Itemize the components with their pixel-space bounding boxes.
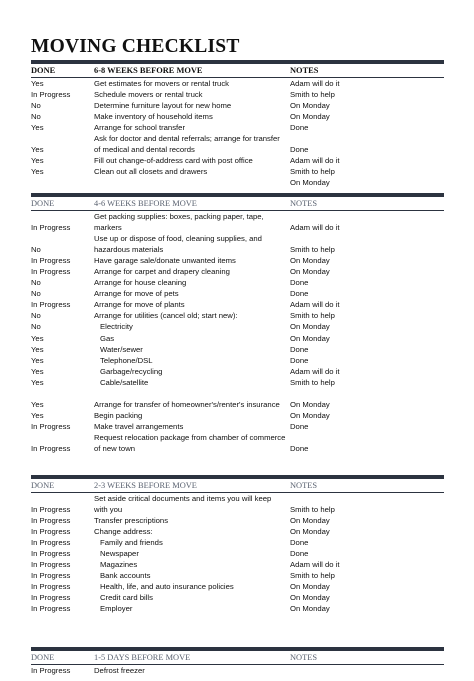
task-notes: On Monday bbox=[290, 100, 330, 110]
section-heading: 4-6 WEEKS BEFORE MOVE bbox=[94, 199, 197, 208]
table-row bbox=[31, 411, 444, 422]
task-notes: On Monday bbox=[290, 255, 330, 265]
task-notes: On Monday bbox=[290, 604, 330, 614]
done-status: In Progress bbox=[31, 582, 71, 592]
done-status: In Progress bbox=[31, 593, 71, 603]
section-heading: 1-5 DAYS BEFORE MOVE bbox=[94, 653, 191, 662]
table-row bbox=[31, 444, 444, 455]
section-header bbox=[31, 197, 444, 210]
task-text: Telephone/DSL bbox=[100, 355, 153, 365]
task-notes: Smith to help bbox=[290, 571, 335, 581]
section-heading: 6-8 WEEKS BEFORE MOVE bbox=[94, 66, 203, 75]
done-column-header: DONE bbox=[31, 66, 56, 75]
done-status: In Progress bbox=[31, 560, 71, 570]
checklist-section bbox=[31, 60, 444, 189]
task-text: Garbage/recycling bbox=[100, 366, 163, 376]
done-status: In Progress bbox=[31, 266, 71, 276]
task-notes: On Monday bbox=[290, 400, 330, 410]
table-row bbox=[31, 122, 444, 133]
task-notes: On Monday bbox=[290, 266, 330, 276]
section-heading: 2-3 WEEKS BEFORE MOVE bbox=[94, 481, 197, 490]
done-status: No bbox=[31, 244, 41, 254]
table-row bbox=[31, 233, 444, 244]
checklist-section bbox=[31, 193, 444, 455]
done-status: Yes bbox=[31, 400, 44, 410]
task-text: Arrange for house cleaning bbox=[94, 278, 187, 288]
done-status: In Progress bbox=[31, 537, 71, 547]
done-status: Yes bbox=[31, 411, 44, 421]
table-row bbox=[31, 100, 444, 111]
done-column-header: DONE bbox=[31, 199, 55, 208]
notes-column-header: NOTES bbox=[290, 481, 317, 490]
task-notes: Done bbox=[290, 537, 309, 547]
table-row bbox=[31, 289, 444, 300]
table-row bbox=[31, 78, 444, 89]
table-row bbox=[31, 493, 444, 504]
task-notes: Done bbox=[290, 344, 309, 354]
table-row bbox=[31, 571, 444, 582]
task-text: Health, life, and auto insurance policies bbox=[100, 582, 234, 592]
table-row bbox=[31, 222, 444, 233]
task-text: Family and friends bbox=[100, 537, 163, 547]
task-notes: Adam will do it bbox=[290, 156, 340, 166]
table-row bbox=[31, 300, 444, 311]
task-notes: Done bbox=[290, 278, 309, 288]
task-text: Begin packing bbox=[94, 411, 143, 421]
table-row bbox=[31, 266, 444, 277]
table-row bbox=[31, 400, 444, 411]
table-row bbox=[31, 344, 444, 355]
task-text: Get packing supplies: boxes, packing paper, tape, bbox=[94, 211, 264, 221]
table-row bbox=[31, 311, 444, 322]
task-text: Make travel arrangements bbox=[94, 422, 184, 432]
task-notes: Done bbox=[290, 289, 309, 299]
task-text: Use up or dispose of food, cleaning supplies, and bbox=[94, 233, 262, 243]
done-column-header: DONE bbox=[31, 481, 55, 490]
task-text: Arrange for utilities (cancel old; start new): bbox=[94, 311, 238, 321]
task-text: Fill out change-of-address card with post office bbox=[94, 156, 253, 166]
task-notes: On Monday bbox=[290, 411, 330, 421]
task-text: Arrange for transfer of homeowner's/renter's insurance bbox=[94, 400, 280, 410]
done-status: Yes bbox=[31, 78, 44, 88]
task-notes: Smith to help bbox=[290, 244, 335, 254]
done-status: No bbox=[31, 322, 41, 332]
done-status: In Progress bbox=[31, 526, 71, 536]
task-notes: On Monday bbox=[290, 593, 330, 603]
notes-column-header: NOTES bbox=[290, 653, 317, 662]
task-text: Arrange for school transfer bbox=[94, 122, 186, 132]
table-row bbox=[31, 89, 444, 100]
task-notes: On Monday bbox=[290, 111, 330, 121]
table-row bbox=[31, 665, 444, 676]
notes-column-header: NOTES bbox=[290, 66, 319, 75]
table-row bbox=[31, 433, 444, 444]
task-text: with you bbox=[94, 504, 123, 514]
done-status: In Progress bbox=[31, 515, 71, 525]
table-row bbox=[31, 582, 444, 593]
done-status: No bbox=[31, 311, 41, 321]
task-text: Get estimates for movers or rental truck bbox=[94, 78, 230, 88]
table-row bbox=[31, 211, 444, 222]
task-notes: Done bbox=[290, 122, 309, 132]
done-status: In Progress bbox=[31, 571, 71, 581]
table-row bbox=[31, 515, 444, 526]
task-text: Request relocation package from chamber of commerce bbox=[94, 433, 286, 443]
task-text: Schedule movers or rental truck bbox=[94, 89, 203, 99]
task-notes: Smith to help bbox=[290, 311, 335, 321]
done-status: Yes bbox=[31, 344, 44, 354]
table-row bbox=[31, 366, 444, 377]
table-row bbox=[31, 355, 444, 366]
task-text: Defrost freezer bbox=[94, 665, 145, 675]
task-notes: Done bbox=[290, 422, 309, 432]
done-status: Yes bbox=[31, 145, 44, 155]
done-status: In Progress bbox=[31, 255, 71, 265]
task-notes: Adam will do it bbox=[290, 300, 340, 310]
task-notes: Done bbox=[290, 444, 309, 454]
task-notes: Adam will do it bbox=[290, 366, 340, 376]
page-title: MOVING CHECKLIST bbox=[31, 36, 240, 57]
table-row bbox=[31, 422, 444, 433]
task-notes: On Monday bbox=[290, 582, 330, 592]
task-text: Arrange for move of pets bbox=[94, 289, 179, 299]
done-status: In Progress bbox=[31, 422, 71, 432]
done-status: In Progress bbox=[31, 548, 71, 558]
section-header bbox=[31, 64, 444, 77]
table-row bbox=[31, 167, 444, 178]
task-text: Determine furniture layout for new home bbox=[94, 100, 232, 110]
task-text: Set aside critical documents and items you will keep bbox=[94, 493, 272, 503]
done-status: Yes bbox=[31, 333, 44, 343]
table-row bbox=[31, 322, 444, 333]
table-row bbox=[31, 278, 444, 289]
done-status: In Progress bbox=[31, 604, 71, 614]
row-spacer bbox=[31, 389, 444, 400]
table-row bbox=[31, 537, 444, 548]
task-text: Change address: bbox=[94, 526, 153, 536]
done-status: In Progress bbox=[31, 504, 71, 514]
task-notes: Adam will do it bbox=[290, 222, 340, 232]
task-text: Newspaper bbox=[100, 548, 139, 558]
task-text: Arrange for carpet and drapery cleaning bbox=[94, 266, 230, 276]
done-status: In Progress bbox=[31, 89, 71, 99]
table-row bbox=[31, 255, 444, 266]
task-text: Arrange for move of plants bbox=[94, 300, 185, 310]
done-status: Yes bbox=[31, 377, 44, 387]
task-text: Credit card bills bbox=[100, 593, 153, 603]
task-notes: Adam will do it bbox=[290, 78, 340, 88]
done-status: Yes bbox=[31, 167, 44, 177]
done-status: Yes bbox=[31, 122, 44, 132]
done-status: In Progress bbox=[31, 222, 71, 232]
done-status: In Progress bbox=[31, 300, 71, 310]
table-row bbox=[31, 133, 444, 144]
task-notes: On Monday bbox=[290, 526, 330, 536]
task-text: Transfer prescriptions bbox=[94, 515, 169, 525]
task-text: Magazines bbox=[100, 560, 138, 570]
task-notes: Smith to help bbox=[290, 167, 335, 177]
task-text: Cable/satellite bbox=[100, 377, 149, 387]
done-status: In Progress bbox=[31, 665, 71, 675]
section-header bbox=[31, 479, 444, 492]
task-text: of new town bbox=[94, 444, 136, 454]
table-row bbox=[31, 244, 444, 255]
task-notes: Done bbox=[290, 355, 309, 365]
table-row bbox=[31, 526, 444, 537]
done-status: No bbox=[31, 111, 41, 121]
task-text: of medical and dental records bbox=[94, 145, 195, 155]
task-text: Make inventory of household items bbox=[94, 111, 213, 121]
table-row bbox=[31, 593, 444, 604]
done-status: No bbox=[31, 289, 41, 299]
task-notes: Smith to help bbox=[290, 504, 335, 514]
table-row bbox=[31, 377, 444, 388]
done-column-header: DONE bbox=[31, 653, 55, 662]
table-row bbox=[31, 504, 444, 515]
task-text: Ask for doctor and dental referrals; arrange for transfer bbox=[94, 133, 280, 143]
task-text: Electricity bbox=[100, 322, 133, 332]
table-row bbox=[31, 111, 444, 122]
done-status: Yes bbox=[31, 156, 44, 166]
checklist-section bbox=[31, 647, 444, 676]
task-notes: Smith to help bbox=[290, 377, 335, 387]
table-row bbox=[31, 145, 444, 156]
task-text: hazardous materials bbox=[94, 244, 164, 254]
notes-column-header: NOTES bbox=[290, 199, 317, 208]
table-row bbox=[31, 548, 444, 559]
task-text: Bank accounts bbox=[100, 571, 151, 581]
task-text: Employer bbox=[100, 604, 133, 614]
task-notes: On Monday bbox=[290, 178, 330, 188]
done-status: In Progress bbox=[31, 444, 71, 454]
task-text: Gas bbox=[100, 333, 115, 343]
table-row bbox=[31, 333, 444, 344]
table-row bbox=[31, 156, 444, 167]
table-row bbox=[31, 560, 444, 571]
section-header bbox=[31, 651, 444, 664]
checklist-section bbox=[31, 475, 444, 615]
table-row bbox=[31, 604, 444, 615]
task-notes: Smith to help bbox=[290, 89, 335, 99]
task-text: Clean out all closets and drawers bbox=[94, 167, 208, 177]
done-status: No bbox=[31, 278, 41, 288]
task-notes: Done bbox=[290, 548, 309, 558]
done-status: No bbox=[31, 100, 41, 110]
task-text: Have garage sale/donate unwanted items bbox=[94, 255, 236, 265]
table-row bbox=[31, 178, 444, 189]
task-notes: On Monday bbox=[290, 333, 330, 343]
task-notes: Adam will do it bbox=[290, 560, 340, 570]
task-notes: Done bbox=[290, 145, 309, 155]
task-notes: On Monday bbox=[290, 322, 330, 332]
task-text: markers bbox=[94, 222, 122, 232]
task-notes: On Monday bbox=[290, 515, 330, 525]
done-status: Yes bbox=[31, 355, 44, 365]
done-status: Yes bbox=[31, 366, 44, 376]
task-text: Water/sewer bbox=[100, 344, 143, 354]
